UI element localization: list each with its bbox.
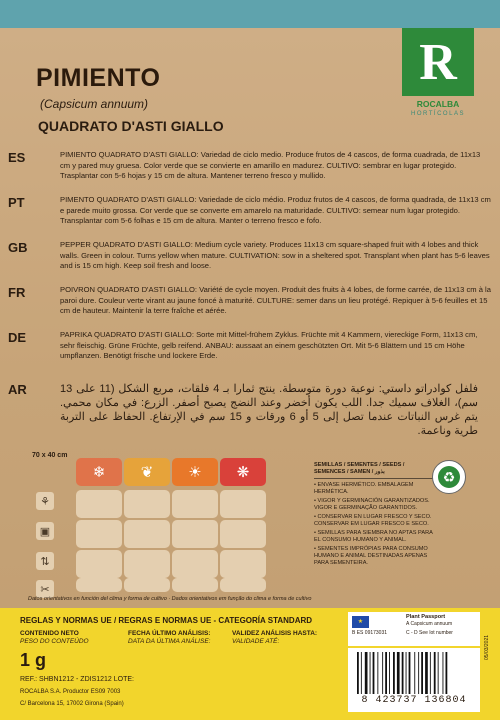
product-title: PIMIENTO: [36, 64, 161, 92]
language-code: DE: [8, 330, 27, 345]
producer-address: C/ Barcelona 15, 17002 Girona (Spain): [20, 701, 124, 707]
description-text: PEPPER QUADRATO D'ASTI GIALLO: Medium cycle variety. Produces 11x13 cm square-shaped fruit with 4 lobes and thick walls. Green in colour. Turns yellow when mature. CULTIVATION: sow in a sheltered spot. Transplant when plant has 5-6 leaves and is 15 cm high. Keep soil fresh and loose.: [60, 240, 490, 271]
sowing-row-icon: ⚘: [36, 492, 54, 510]
analysis-validity-label-pt: VALIDADE ATÉ:: [232, 638, 280, 645]
plant-passport: [348, 612, 480, 646]
description-text: فلفل كوادراتو داستي: نوعية دورة متوسطة. ينتج ثمارا بـ 4 فلقات، مربع الشكل (11 على 13 سم)، الغلاف سميك جدا. اللب يكون أخضر وعند النضج يصبح أصفر. الزرع: في مكان محمي. يتم غرس النباتات عندما تصل إلى 5 أو 6 ورقات و 15 سم في الإرتفاع. الحفاظ على التربة طرية وناعمة.: [60, 383, 478, 437]
legend-item: • SEMENTES IMPRÓPIAS PARA CONSUMO HUMANO E ANIMAL DESTINADAS APENAS PARA SEMENTEIRA.: [314, 546, 428, 566]
harvest-row-icon: ✂: [36, 580, 54, 598]
snowflake-icon: ❄: [76, 458, 122, 486]
calendar-cell: [172, 490, 218, 518]
net-content-label: CONTENIDO NETO: [20, 630, 79, 637]
description-text: POIVRON QUADRATO D'ASTI GIALLO: Variété de cycle moyen. Produit des fruits à 4 lobes, de forme carrée, de 11x13 cm à la paroi dure. Couleur verte virant au jaune foncé à maturité. CULTURE: semer dans un lieu protégé. Repiquer à 5-6 feuilles et 15 cm de hauteur. Maintenir la terre fraîche et aérée.: [60, 285, 491, 316]
seedbed-row-icon: ▣: [36, 522, 54, 540]
maple-leaf-icon: ❋: [220, 458, 266, 486]
seed-legend: [314, 462, 434, 569]
sun-icon: ☀: [172, 458, 218, 486]
side-print-code: 05/03/2021: [484, 634, 490, 660]
latin-name: (Capsicum annuum): [40, 97, 149, 111]
producer-info: ROCALBA S.A. Productor ES09 7003: [20, 689, 121, 695]
legend-item: • VIGOR Y GERMINACIÓN GARANTIZADOS. VIGOR E GERMINAÇÃO GARANTIDOS.: [314, 498, 430, 511]
passport-line-a: A Capsicum annuum: [406, 621, 453, 627]
legend-item: • ENVASE HERMÉTICO. EMBALAGEM HERMÉTICA.: [314, 482, 414, 495]
net-weight: 1 g: [20, 650, 47, 670]
eu-flag-icon: ★: [352, 616, 369, 628]
logo-brand-name: ROCALBA: [416, 99, 460, 109]
logo-letter: R: [419, 33, 457, 91]
calendar-cell: [220, 550, 266, 578]
calendar-cell: [76, 520, 122, 548]
eu-norms-label: REGLAS Y NORMAS UE / REGRAS E NORMAS UE - CATEGORÍA STANDARD: [20, 616, 313, 625]
calendar-cell: [124, 520, 170, 548]
calendar-cell: [76, 578, 122, 592]
description-text: PIMENTO QUADRATO D'ASTI GIALLO: Variedade de ciclo médio. Produz frutos de 4 cascos, de forma quadrada, de 11x13 cm e parede muito grossa. Cor verde que se converte em amarelo na maturidade. CULTIVO: semear num lugar protegido. Transplantar com 5-6 folhas e 15 cm de altura. Manter o terreno fresco e fofo.: [60, 195, 491, 226]
language-code: AR: [8, 382, 27, 397]
barcode-bars: [356, 652, 472, 694]
analysis-validity-label: VALIDEZ ANÁLISIS HASTA:: [232, 630, 318, 637]
barcode: [348, 648, 480, 712]
calendar-cell: [220, 520, 266, 548]
legend-item: • SEMILLAS PARA SIEMBRA NO APTAS PARA EL CONSUMO HUMANO Y ANIMAL.: [314, 530, 433, 543]
calendar-cell: [220, 490, 266, 518]
description-text: PAPRIKA QUADRATO D'ASTI GIALLO: Sorte mit Mittel-frühem Zyklus. Früchte mit 4 Kammern, viereckige Form, 11x13 cm, sehr fleischig. Grüne Früchte, gelb reifend. ANBAU: aussaat an einem geschützten Ort. Mit 5-6 Blättern und 15 cm Höhe umpflanzen. Benötigt frische und lockere Erde.: [60, 330, 478, 361]
logo-subtitle: HORTÍCOLAS: [411, 111, 465, 117]
calendar-cell: [124, 550, 170, 578]
calendar-cell: [76, 490, 122, 518]
variety-name: QUADRATO D'ASTI GIALLO: [38, 118, 224, 134]
calendar-cell: [172, 550, 218, 578]
barcode-number: 8 423737 136804: [361, 695, 467, 706]
green-dot-recycle-icon: ♻: [432, 460, 466, 494]
legend-item: • CONSERVAR EN LUGAR FRESCO Y SECO. CONSERVAR EM LUGAR FRESCO E SECO.: [314, 514, 432, 527]
language-code: FR: [8, 285, 26, 300]
transplant-row-icon: ⇅: [36, 552, 54, 570]
language-code: GB: [8, 240, 28, 255]
calendar-cell: [172, 520, 218, 548]
calendar-cell: [124, 578, 170, 592]
calendar-cell: [220, 578, 266, 592]
last-analysis-label-pt: DATA DA ÚLTIMA ANÁLISE:: [128, 638, 211, 645]
plant-spacing: 70 x 40 cm: [32, 452, 68, 459]
logo-mark: [402, 28, 474, 96]
leaf-icon: ❦: [124, 458, 170, 486]
calendar-cell: [76, 550, 122, 578]
net-content-label-pt: PESO DO CONTEÚDO: [20, 638, 89, 645]
passport-title: Plant Passport: [406, 614, 446, 620]
calendar-footnote: Datos orientativos en función del clima y forma de cultivo · Dados orientativos em função do clima e forma de cultivo: [28, 596, 312, 602]
last-analysis-label: FECHA ÚLTIMO ANÁLISIS:: [128, 630, 211, 637]
language-code: ES: [8, 150, 26, 165]
calendar-cell: [172, 578, 218, 592]
legend-heading: SEMILLAS / SEMENTES / SEEDS / SEMENCES / SAMEN / بذور: [314, 462, 434, 479]
passport-line-b: B ES 09173031: [352, 630, 388, 636]
passport-line-c: C - D See lot number: [406, 630, 453, 636]
calendar-cell: [124, 490, 170, 518]
reference-lot: REF.: SHBN1212 - ZDIS1212 LOTE:: [20, 676, 134, 683]
brand-logo: [402, 28, 474, 136]
language-code: PT: [8, 195, 25, 210]
description-text: PIMIENTO QUADRATO D'ASTI GIALLO: Variedad de ciclo medio. Produce frutos de 4 cascos, de forma cuadrada, de 11x13 cm y pared muy gruesa. Color verde que se convierte en amarillo en madurez. CULTIVO: sembrar en lugar protegido. Trasplantar con 5-6 hojas y 15 cm de altura. Mantener terreno fresco y mullido.: [60, 150, 481, 181]
